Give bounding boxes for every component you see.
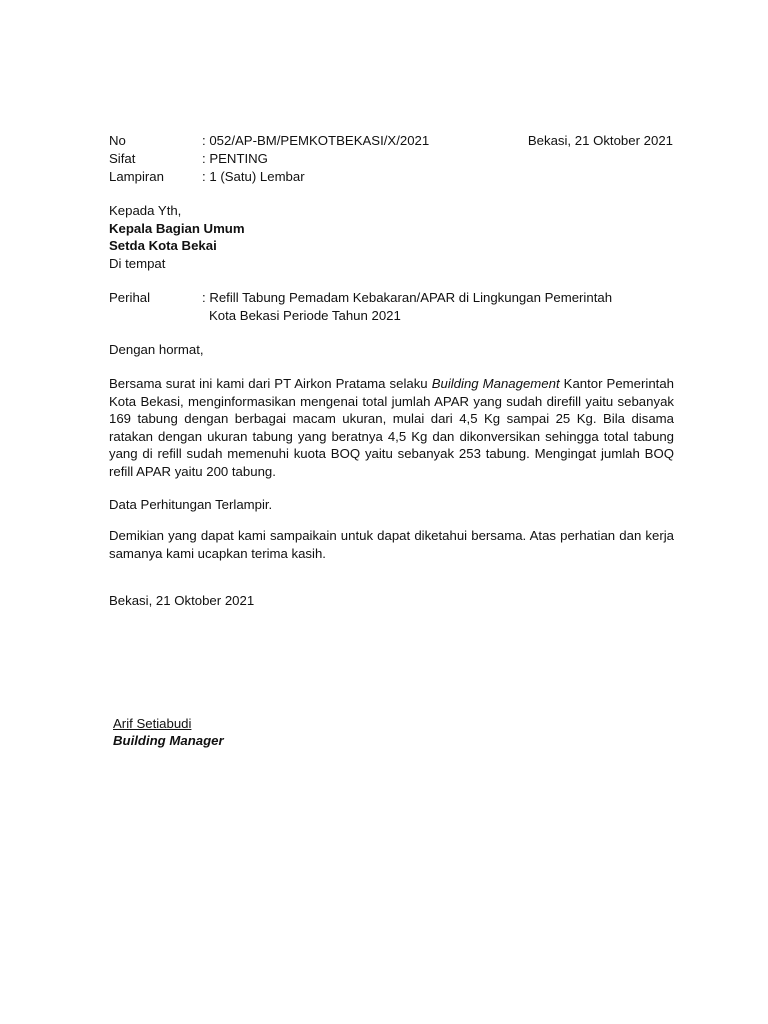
paragraph-1-start: Bersama surat ini kami dari PT Airkon Pratama selaku: [109, 376, 432, 391]
no-value: : 052/AP-BM/PEMKOTBEKASI/X/2021: [202, 133, 430, 148]
recipient-place: Di tempat: [109, 256, 166, 271]
recipient-greeting: Kepada Yth,: [109, 203, 182, 218]
sifat-label: Sifat: [109, 151, 136, 166]
sifat-value: : PENTING: [202, 151, 268, 166]
recipient-org: Setda Kota Bekai: [109, 238, 217, 253]
lampiran-label: Lampiran: [109, 169, 164, 184]
no-label: No: [109, 133, 126, 148]
paragraph-1-rest: Kantor Pemerintah Kota Bekasi, menginformasikan mengenai total jumlah APAR yang sudah direfill yaitu sebanyak 169 tabung dengan berbagai macam ukuran, mulai dari 4,5 Kg sampai 25 Kg. Bila disama ratakan dengan ukuran tabung yang beratnya 4,5 Kg dan dikonversikan sehingga total tabung yang di refill sudah memenuhi kuota BOQ yaitu sebanyak 253 tabung. Mengingat jumlah BOQ refill APAR yaitu 200 tabung.: [109, 376, 674, 479]
body-paragraph-1: [109, 375, 674, 480]
paragraph-1-italic: Building Management: [431, 376, 560, 391]
subject-line-1: : Refill Tabung Pemadam Kebakaran/APAR di Lingkungan Pemerintah: [202, 290, 613, 305]
letter-date: Bekasi, 21 Oktober 2021: [527, 133, 673, 148]
subject-line-2: Kota Bekasi Periode Tahun 2021: [209, 308, 401, 323]
subject-label: Perihal: [109, 290, 151, 305]
body-paragraph-2: Data Perhitungan Terlampir.: [109, 497, 273, 512]
signer-name: Arif Setiabudi: [113, 716, 192, 731]
lampiran-value: : 1 (Satu) Lembar: [202, 169, 305, 184]
recipient-name: Kepala Bagian Umum: [109, 221, 245, 236]
signer-title: Building Manager: [113, 733, 224, 748]
body-paragraph-3: Demikian yang dapat kami sampaikain untuk dapat diketahui bersama. Atas perhatian dan kerja samanya kami ucapkan terima kasih.: [109, 528, 674, 561]
closing-date: Bekasi, 21 Oktober 2021: [109, 593, 255, 608]
salutation: Dengan hormat,: [109, 342, 204, 357]
